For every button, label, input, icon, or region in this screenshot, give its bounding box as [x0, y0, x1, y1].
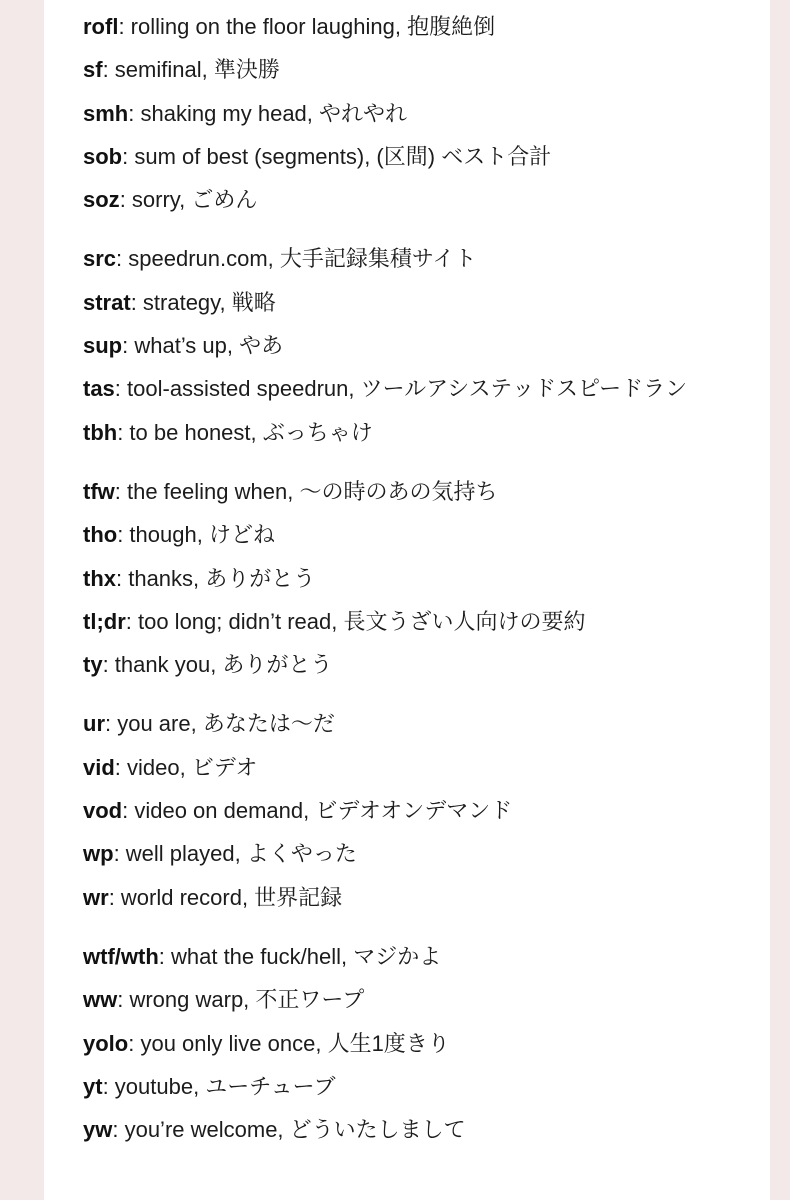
glossary-definition: : you are, あなたは〜だ: [105, 711, 335, 737]
glossary-definition: : shaking my head, やれやれ: [128, 100, 408, 126]
glossary-entry: [83, 746, 763, 789]
glossary-entry: [83, 643, 763, 686]
glossary-term: strat: [83, 289, 131, 315]
glossary-definition: : strategy, 戦略: [130, 289, 276, 315]
glossary-entry: [83, 978, 763, 1021]
glossary-term: wtf/wth: [83, 943, 159, 969]
glossary-entry: [83, 557, 763, 600]
glossary-definition: : youtube, ユーチューブ: [102, 1073, 336, 1099]
glossary-definition: : the feeling when, 〜の時のあの気持ち: [114, 478, 498, 504]
glossary-entry: [83, 281, 763, 324]
glossary-entry: [83, 48, 763, 91]
glossary-term: yw: [83, 1117, 113, 1143]
glossary-term: tbh: [83, 419, 118, 445]
glossary-entry: [83, 702, 763, 745]
glossary-group: [83, 237, 763, 453]
glossary-term: tl;dr: [83, 608, 126, 634]
glossary-entry: [83, 178, 763, 221]
glossary-definition: : to be honest, ぶっちゃけ: [117, 419, 373, 445]
glossary-group: [83, 935, 763, 1151]
glossary-term: wr: [83, 884, 109, 910]
glossary-group: [83, 702, 763, 918]
glossary-entry: [83, 600, 763, 643]
glossary-term: tas: [83, 376, 115, 402]
glossary-definition: : wrong warp, 不正ワープ: [117, 987, 365, 1013]
glossary-term: soz: [83, 187, 120, 213]
glossary-entry: [83, 135, 763, 178]
glossary-term: yolo: [83, 1030, 129, 1056]
glossary-definition: : sum of best (segments), (区間) ベスト合計: [122, 143, 552, 169]
glossary-definition: : semifinal, 準決勝: [102, 57, 280, 83]
glossary-term: ty: [83, 652, 103, 678]
glossary-term: yt: [83, 1073, 103, 1099]
glossary-definition: : though, けどね: [117, 522, 275, 548]
glossary-definition: : speedrun.com, 大手記録集積サイト: [116, 246, 477, 272]
glossary-group: [83, 5, 763, 221]
glossary-term: thx: [83, 565, 116, 591]
glossary-definition: : video, ビデオ: [114, 754, 258, 780]
glossary-entry: [83, 5, 763, 48]
glossary-entry: [83, 789, 763, 832]
glossary-definition: : world record, 世界記録: [108, 884, 343, 910]
glossary-definition: : tool-assisted speedrun, ツールアシステッドスピードラン: [114, 376, 688, 402]
glossary-entry: [83, 876, 763, 919]
glossary-definition: : what the fuck/hell, マジかよ: [158, 943, 442, 969]
glossary-definition: : video on demand, ビデオオンデマンド: [122, 798, 513, 824]
glossary-term: sup: [83, 333, 123, 359]
glossary-term: sob: [83, 143, 123, 169]
glossary-term: ww: [83, 987, 118, 1013]
glossary-definition: : you only live once, 人生1度きり: [128, 1030, 450, 1056]
glossary-term: vod: [83, 798, 123, 824]
glossary-entry: [83, 1108, 763, 1151]
glossary-definition: : thanks, ありがとう: [116, 565, 316, 591]
glossary-term: sf: [83, 57, 103, 83]
glossary-entry: [83, 1065, 763, 1108]
glossary-entry: [83, 1022, 763, 1065]
glossary-term: tho: [83, 522, 118, 548]
glossary-group: [83, 470, 763, 686]
glossary-term: src: [83, 246, 117, 272]
glossary-term: smh: [83, 100, 129, 126]
glossary-definition: : rolling on the floor laughing, 抱腹絶倒: [118, 14, 496, 39]
glossary-definition: : too long; didn’t read, 長文うざい人向けの要約: [125, 608, 586, 634]
glossary-term: wp: [83, 841, 114, 867]
glossary-entry: [83, 237, 763, 280]
glossary-entry: [83, 935, 763, 978]
glossary-entry: [83, 832, 763, 875]
glossary-entry: [83, 470, 763, 513]
glossary-entry: [83, 367, 763, 410]
glossary-entry: [83, 513, 763, 556]
glossary-term: vid: [83, 754, 115, 780]
glossary-term: rofl: [83, 14, 119, 39]
glossary-term: ur: [83, 711, 105, 737]
glossary-entry: [83, 92, 763, 135]
glossary-definition: : well played, よくやった: [113, 841, 357, 867]
glossary-entry: [83, 324, 763, 367]
glossary-term: tfw: [83, 478, 115, 504]
glossary-definition: : sorry, ごめん: [119, 187, 258, 213]
glossary-entry: [83, 411, 763, 454]
glossary-definition: : you’re welcome, どういたしまして: [112, 1117, 466, 1143]
glossary-definition: : thank you, ありがとう: [102, 652, 333, 678]
glossary-list: [83, 5, 763, 1167]
glossary-definition: : what’s up, やあ: [122, 333, 284, 359]
document-page: [44, 0, 770, 1200]
